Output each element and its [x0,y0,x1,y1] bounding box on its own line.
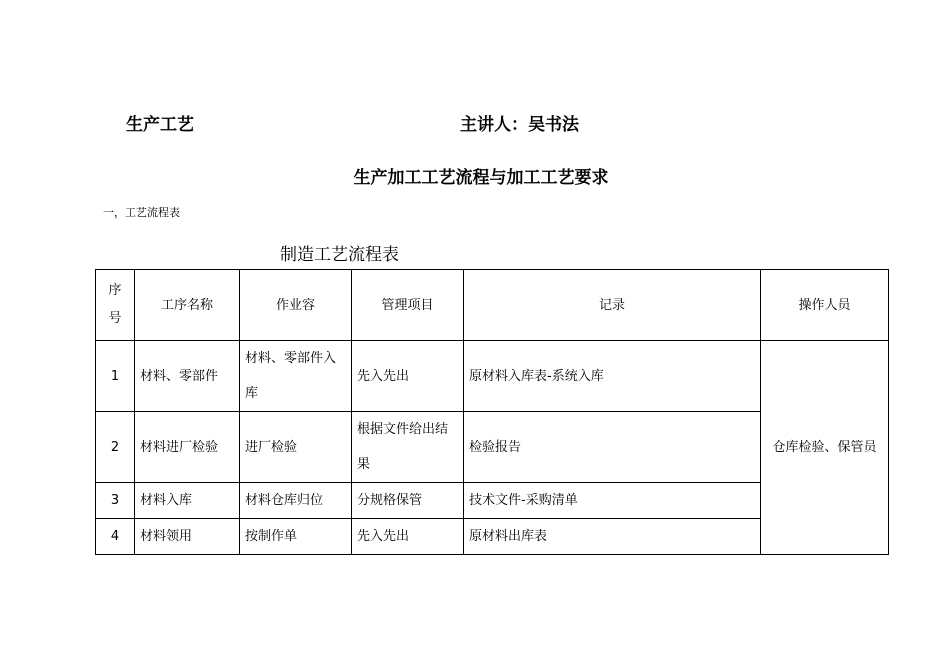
cell-record: 技术文件-采购清单 [464,483,761,519]
cell-process: 材料入库 [135,483,240,519]
cell-process: 材料、零部件 [135,341,240,412]
cell-no: 4 [96,519,135,555]
process-table [95,269,889,555]
col-header-management: 管理项目 [352,270,464,341]
cell-no: 1 [96,341,135,412]
cell-management: 根据文件给出结果 [352,412,464,483]
cell-record: 原材料出库表 [464,519,761,555]
cell-process: 材料进厂检验 [135,412,240,483]
cell-management: 先入先出 [352,519,464,555]
cell-staff: 仓库检验、保管员 [761,341,889,555]
table-caption: 制造工艺流程表 [280,245,399,265]
col-header-record: 记录 [464,270,761,341]
page-title: 生产加工工艺流程与加工工艺要求 [353,168,609,188]
col-header-index-line1: 序 [108,283,122,298]
header-presenter: 主讲人：吴书法 [460,115,579,135]
col-header-content: 作业容 [240,270,352,341]
cell-process: 材料领用 [135,519,240,555]
cell-content: 进厂检验 [240,412,352,483]
col-header-index-line2: 号 [108,311,122,326]
cell-management: 先入先出 [352,341,464,412]
table-header-row [96,270,889,341]
cell-content: 按制作单 [240,519,352,555]
section-heading: 一，工艺流程表 [103,206,180,219]
header-subject: 生产工艺 [126,115,194,135]
col-header-staff: 操作人员 [761,270,889,341]
cell-content: 材料、零部件入库 [240,341,352,412]
table-row [96,341,889,412]
col-header-process: 工序名称 [135,270,240,341]
cell-management: 分规格保管 [352,483,464,519]
cell-record: 原材料入库表-系统入库 [464,341,761,412]
cell-no: 3 [96,483,135,519]
cell-content: 材料仓库归位 [240,483,352,519]
cell-record: 检验报告 [464,412,761,483]
col-header-index [96,270,135,341]
cell-no: 2 [96,412,135,483]
